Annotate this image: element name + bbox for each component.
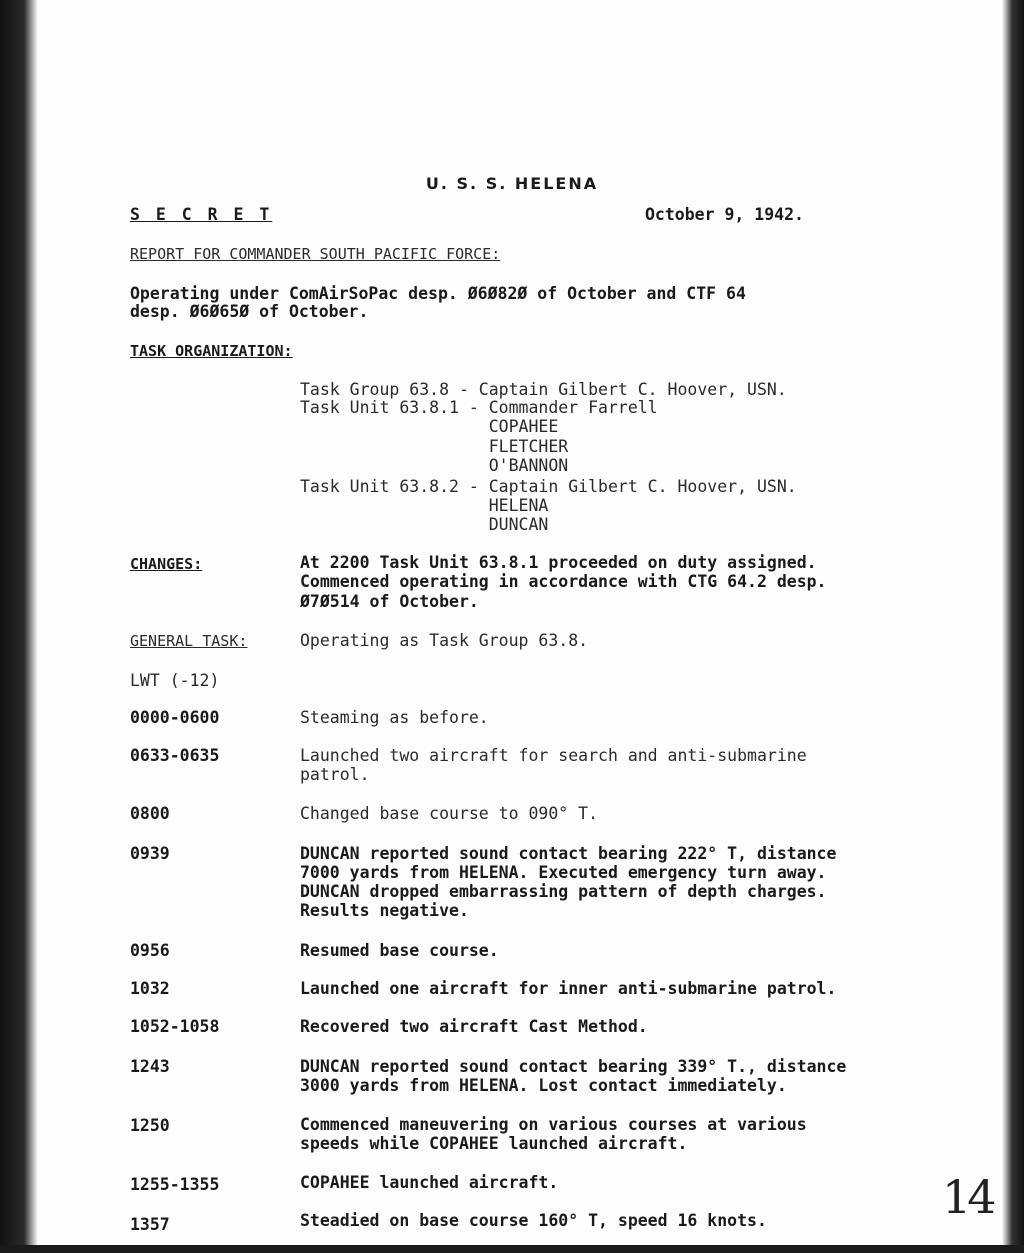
log-text: Results negative. — [300, 901, 469, 920]
log-text: 7000 yards from HELENA. Executed emergency turn away. — [300, 863, 827, 882]
log-time: 1052-1058 — [130, 1017, 220, 1036]
log-text: DUNCAN dropped embarrassing pattern of depth charges. — [300, 882, 827, 901]
log-time: 0800 — [130, 804, 170, 823]
log-text: Changed base course to 090° T. — [300, 804, 599, 823]
changes-line: Commenced operating in accordance with CTG 64.2 desp. — [300, 572, 827, 591]
log-time: 0956 — [130, 941, 170, 960]
general-task-text: Operating as Task Group 63.8. — [300, 631, 589, 650]
changes-line: At 2200 Task Unit 63.8.1 proceeded on duty assigned. — [300, 553, 817, 572]
changes-heading: CHANGES: — [130, 555, 203, 573]
log-time: 0633-0635 — [130, 746, 220, 765]
log-time: 1243 — [130, 1057, 170, 1076]
scan-edge-bottom — [0, 1245, 1024, 1253]
handwritten-page-number: 14 — [942, 1170, 993, 1224]
log-time: 1357 — [130, 1215, 170, 1234]
task-org-line: COPAHEE — [300, 417, 559, 436]
task-org-line: HELENA — [300, 496, 549, 515]
task-org-line: Task Unit 63.8.1 - Commander Farrell — [300, 398, 658, 417]
classification-marking: S E C R E T — [130, 205, 273, 224]
document-title: U. S. S. HELENA — [425, 174, 599, 193]
log-text: Launched two aircraft for search and anti-submarine — [300, 746, 807, 765]
log-text: COPAHEE launched aircraft. — [300, 1173, 559, 1192]
log-time: 0000-0600 — [130, 708, 220, 727]
task-org-line: Task Group 63.8 - Captain Gilbert C. Hoover, USN. — [300, 380, 787, 399]
report-heading: REPORT FOR COMMANDER SOUTH PACIFIC FORCE: — [130, 245, 501, 263]
log-text: Launched one aircraft for inner anti-submarine patrol. — [300, 979, 837, 998]
log-text: speeds while COPAHEE launched aircraft. — [300, 1134, 688, 1153]
task-org-line: DUNCAN — [300, 515, 549, 534]
task-org-line: FLETCHER — [300, 437, 569, 456]
task-organization-heading: TASK ORGANIZATION: — [130, 342, 293, 360]
intro-line-1: Operating under ComAirSoPac desp. Ø6Ø82Ø of October and CTF 64 — [130, 284, 746, 303]
log-text: 3000 yards from HELENA. Lost contact immediately. — [300, 1076, 787, 1095]
log-text: DUNCAN reported sound contact bearing 339° T., distance — [300, 1057, 847, 1076]
intro-line-2: desp. Ø6Ø65Ø of October. — [130, 302, 369, 321]
log-time: 0939 — [130, 844, 170, 863]
log-text: Resumed base course. — [300, 941, 499, 960]
log-time: 1255-1355 — [130, 1175, 220, 1194]
log-text: Commenced maneuvering on various courses at various — [300, 1115, 807, 1134]
log-text: DUNCAN reported sound contact bearing 222° T, distance — [300, 844, 837, 863]
log-text: Steadied on base course 160° T, speed 16 knots. — [300, 1211, 767, 1230]
log-text: Recovered two aircraft Cast Method. — [300, 1017, 648, 1036]
report-date: October 9, 1942. — [645, 205, 804, 224]
log-text: patrol. — [300, 765, 370, 784]
log-time: 1032 — [130, 979, 170, 998]
task-org-line: Task Unit 63.8.2 - Captain Gilbert C. Hoover, USN. — [300, 477, 797, 496]
task-org-line: O'BANNON — [300, 456, 569, 475]
changes-line: Ø7Ø514 of October. — [300, 592, 479, 611]
log-text: Steaming as before. — [300, 708, 489, 727]
log-time: 1250 — [130, 1116, 170, 1135]
time-zone: LWT (-12) — [130, 671, 220, 690]
general-task-heading: GENERAL TASK: — [130, 632, 248, 650]
